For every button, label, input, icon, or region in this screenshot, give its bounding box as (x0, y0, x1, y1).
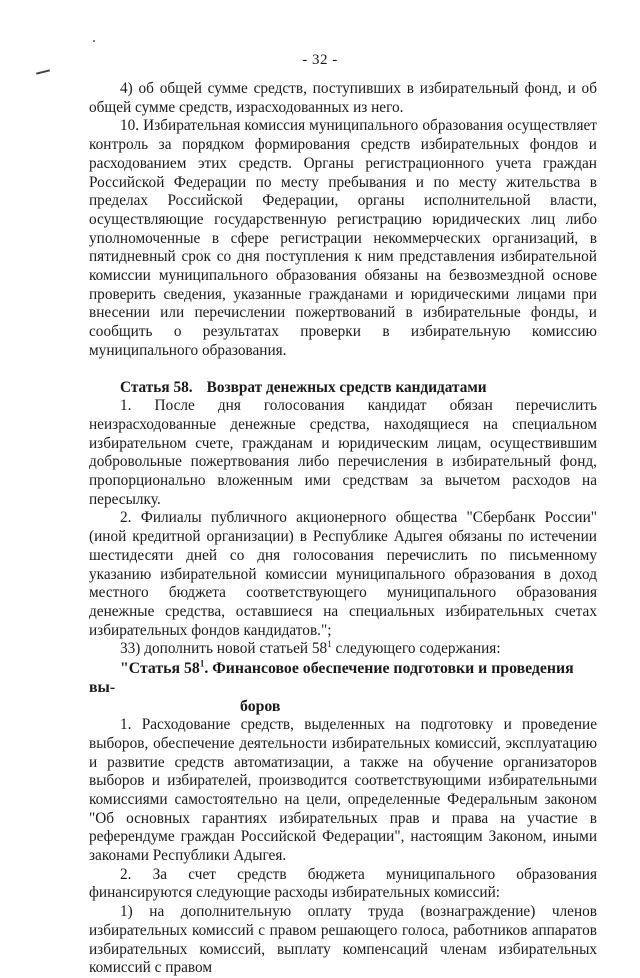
article-58-1-title: . Финансовое обеспечение подготовки и проведения вы- (89, 660, 574, 697)
amendment-text-tail: следующего содержания: (331, 640, 501, 658)
scan-speck (93, 40, 95, 42)
article-58-1-paragraph-2: 2. За счет средств бюджета муниципального образования финансируются следующие расходы избирательных комиссий: (89, 865, 597, 902)
article-58-1-title-cont: боров (240, 698, 281, 716)
article-58-1-paragraph-1: 1. Расходование средств, выделенных на подготовку и проведение выборов, обеспечение деятельности избирательных комиссий, эксплуатацию и развитие средств автоматизации, а также на обучение организаторов выборов и избирателей, производится соответствующими избирательными комиссиями самостоятельно на цели, определенные Федеральным законом "Об основных гарантиях избирательных прав и права на участие в референдуме граждан Российской Федерации", настоящим Законом, иными законами Республики Адыгея. (89, 716, 597, 865)
scan-mark (36, 69, 50, 74)
paragraph-item-10: 10. Избирательная комиссия муниципального образования осуществляет контроль за порядком формирования средств избирательных фондов и расходованием этих средств. Органы регистрационного учета граждан Российской Федерации по месту пребывания и по месту жительства в пределах Российской Федерации, органы исполнительной власти, осуществляющие государственную регистрацию юридических лиц либо уполномоченные в сфере регистрации некоммерческих организаций, в пятидневный срок со дня поступления к ним представления избирательной комиссии муниципального образования обязаны на безвозмездной основе проверить сведения, указанные гражданами и юридическими лицами при внесении или перечислении пожертвований в избирательные фонды, и сообщить о результатах проверки в избирательную комиссию муниципального образования. (89, 117, 597, 359)
article-58-1-subitem-1: 1) на дополнительную оплату труда (вознаграждение) членов избирательных комиссий с правом решающего голоса, работников аппаратов избирательных комиссий, выплату компенсаций членам избирательных комиссий с правом (89, 903, 597, 977)
article-58-1-heading (89, 659, 597, 716)
article-58-1-number: "Статья 58 (120, 660, 200, 678)
article-58-paragraph-2: 2. Филиалы публичного акционерного общества "Сбербанк России" (иной кредитной организации) в Республике Адыгея обязаны по истечении шестидесяти дней со дня голосования перечислить по письменному указанию избирательной комиссии муниципального образования в доход местного бюджета соответствующего муниципального образования денежные средства, оставшиеся на специальных избирательных счетах избирательных фондов кандидатов."; (89, 509, 597, 639)
amendment-superscript: 1 (327, 639, 332, 650)
document-body (89, 80, 597, 978)
page-number: - 32 - (302, 52, 338, 68)
article-58-number: Статья 58. (120, 378, 193, 396)
paragraph-item-4: 4) об общей сумме средств, поступивших в избирательный фонд, и об общей сумме средств, израсходованных из него. (89, 80, 597, 116)
article-58-1-superscript: 1 (199, 658, 205, 669)
amendment-text: 33) дополнить новой статьей 58 (120, 640, 328, 658)
article-58-heading (89, 379, 597, 398)
article-58-title: Возврат денежных средств кандидатами (206, 378, 487, 396)
article-58-paragraph-1: 1. После дня голосования кандидат обязан перечислить неизрасходованные денежные средства, находящиеся на специальном избирательном счете, гражданам и юридическим лицам, осуществившим добровольные пожертвования либо перечисления в избирательный фонд, пропорционально вложенным ими средствам за вычетом расходов на пересылку. (89, 397, 597, 508)
amendment-item-33 (89, 640, 597, 659)
